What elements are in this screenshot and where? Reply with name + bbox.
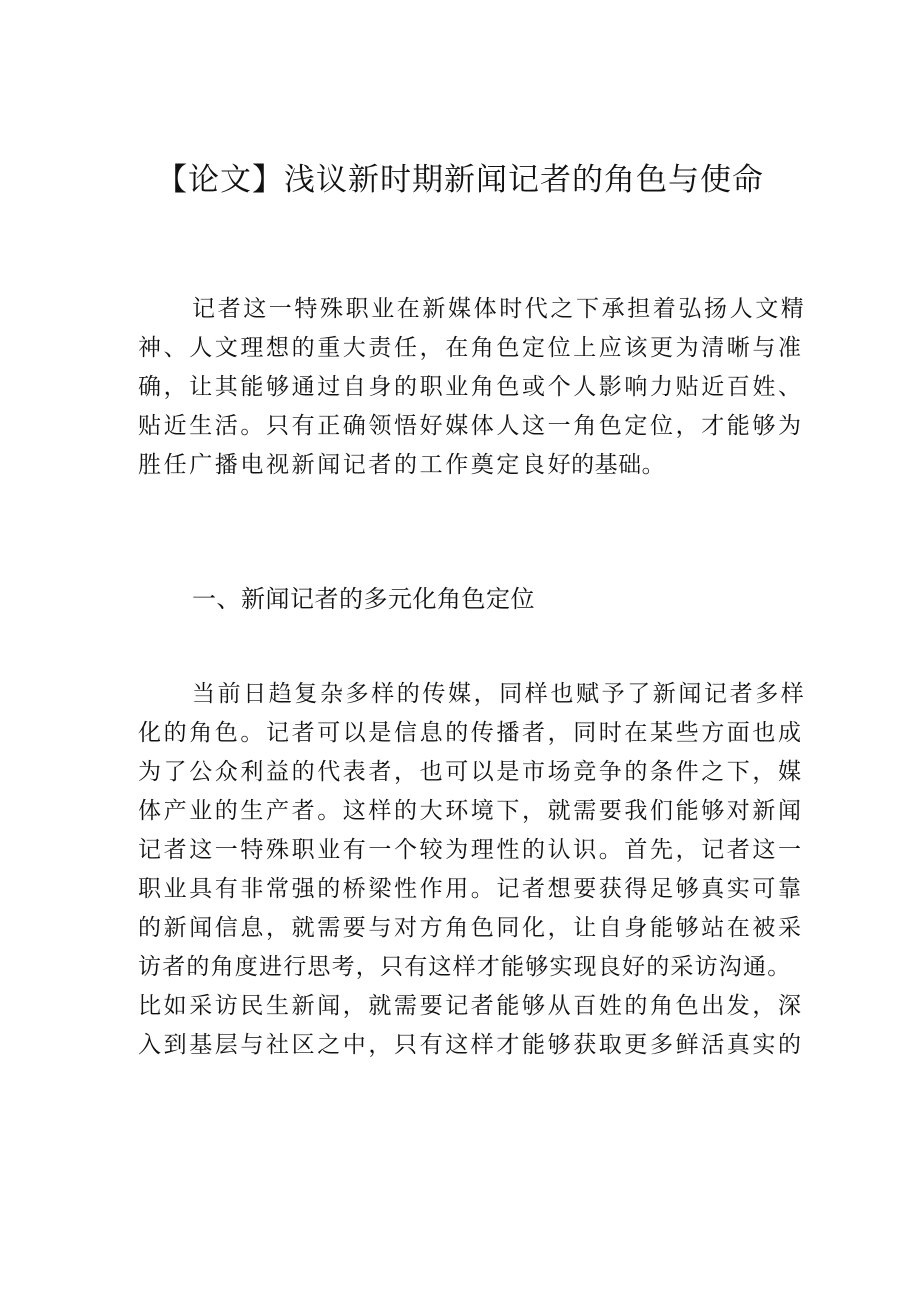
- intro-line-5-sans: 好的基础。: [547, 452, 666, 478]
- section-1-line-1: 当前日趋复杂多样的传媒，同样也赋予了新闻记者多样: [192, 681, 807, 707]
- section-1-line-6: 职业具有非常强的桥梁性作用。记者想要获得足够真实可靠: [138, 876, 804, 902]
- document-title: 【论文】浅议新时期新闻记者的角色与使命: [156, 162, 764, 198]
- intro-line-5: [138, 446, 788, 485]
- section-1-line-7: 的新闻信息，就需要与对方角色同化，让自身能够站在被采: [138, 915, 804, 941]
- section-1-line-9: 比如采访民生新闻，就需要记者能够从百姓的角色出发，深: [138, 993, 804, 1019]
- section-1-line-4: 体产业的生产者。这样的大环境下，就需要我们能够对新闻: [138, 798, 804, 824]
- intro-line-5-serif: 胜任广播电视新闻记者的工作奠定良: [138, 452, 548, 478]
- section-1-line-10: 入到基层与社区之中，只有这样才能够获取更多鲜活真实的: [138, 1032, 804, 1058]
- intro-line-4: 贴近生活。只有正确领悟好媒体人这一角色定位，才能够为: [138, 413, 804, 439]
- intro-paragraph: [138, 290, 807, 485]
- section-1-paragraph: [138, 675, 807, 1065]
- section-1-line-2: 化的角色。记者可以是信息的传播者，同时在某些方面也成: [138, 720, 804, 746]
- section-1-line-3: 为了公众利益的代表者，也可以是市场竞争的条件之下，媒: [138, 759, 804, 785]
- intro-line-1: 记者这一特殊职业在新媒体时代之下承担着弘扬人文精: [192, 296, 807, 322]
- section-1-line-5: 记者这一特殊职业有一个较为理性的认识。首先，记者这一: [138, 837, 804, 863]
- section-1-heading: 一、新闻记者的多元化角色定位: [192, 585, 535, 613]
- section-1-line-8: 访者的角度进行思考，只有这样才能够实现良好的采访沟通。: [138, 954, 792, 980]
- intro-line-3: 确，让其能够通过自身的职业角色或个人影响力贴近百姓、: [138, 374, 804, 400]
- intro-line-2: 神、人文理想的重大责任，在角色定位上应该更为清晰与准: [138, 335, 804, 361]
